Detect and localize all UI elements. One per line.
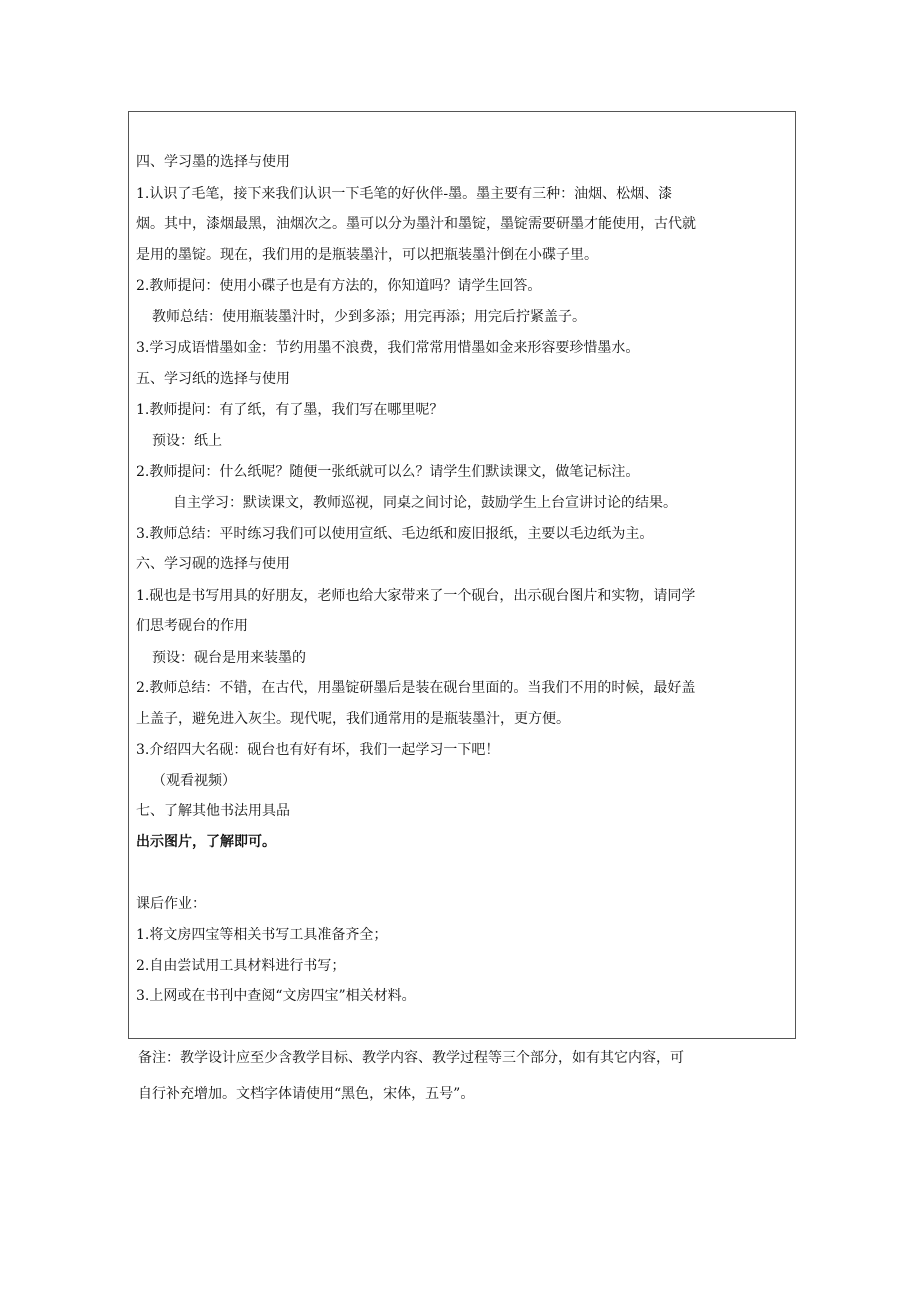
paragraph-line: 自主学习：默读课文，教师巡视，同桌之间讨论，鼓励学生上台宣讲讨论的结果。 [173,495,677,511]
paragraph-line: 2.教师提问：使用小碟子也是有方法的，你知道吗？请学生回答。 [136,278,542,294]
footnote-line: 自行补充增加。文档字体请使用“黑色，宋体，五号”。 [138,1086,475,1102]
paragraph-line: 3.介绍四大名砚：砚台也有好有坏，我们一起学习一下吧！ [136,742,500,758]
paragraph-line: 2.教师总结：不错，在古代，用墨锭研墨后是装在砚台里面的。当我们不用的时候，最好盖 [136,680,696,696]
paragraph-line: 2.教师提问：什么纸呢？随便一张纸就可以么？请学生们默读课文，做笔记标注。 [136,464,640,480]
paragraph-line: 1.认识了毛笔，接下来我们认识一下毛笔的好伙伴-墨。墨主要有三种：油烟、松烟、漆 [136,186,673,202]
homework-item: 1.将文房四宝等相关书写工具准备齐全； [136,927,388,943]
paragraph-line: 3.教师总结：平时练习我们可以使用宣纸、毛边纸和废旧报纸，主要以毛边纸为主。 [136,526,654,542]
footnote-line: 备注：教学设计应至少含教学目标、教学内容、教学过程等三个部分，如有其它内容，可 [138,1050,684,1066]
paragraph-line: 预设：纸上 [152,433,222,449]
paragraph-line: 们思考砚台的作用 [136,618,248,634]
paragraph-line: 烟。其中，漆烟最黑，油烟次之。墨可以分为墨汁和墨锭，墨锭需要研墨才能使用，古代就 [136,216,696,232]
paragraph-line: 是用的墨锭。现在，我们用的是瓶装墨汁，可以把瓶装墨汁倒在小碟子里。 [136,247,598,263]
homework-item: 2.自由尝试用工具材料进行书写； [136,958,346,974]
paragraph-line: 3.学习成语惜墨如金：节约用墨不浪费，我们常常用惜墨如金来形容要珍惜墨水。 [136,340,640,356]
paragraph-line: 上盖子，避免进入灰尘。现代呢，我们通常用的是瓶装墨汁，更方便。 [136,711,570,727]
section-heading-paper: 五、学习纸的选择与使用 [136,371,290,387]
paragraph-line: 教师总结：使用瓶装墨汁时，少到多添；用完再添；用完后拧紧盖子。 [152,309,586,325]
paragraph-line: 1.砚也是书写用具的好朋友，老师也给大家带来了一个砚台，出示砚台图片和实物，请同学 [136,588,696,604]
paragraph-line: 1.教师提问：有了纸，有了墨，我们写在哪里呢？ [136,402,444,418]
paragraph-line: （观看视频） [152,773,236,789]
section-heading-other-tools: 七、了解其他书法用具品 [136,803,290,819]
section-heading-inkstone: 六、学习砚的选择与使用 [136,556,290,572]
section-heading-ink: 四、学习墨的选择与使用 [136,154,290,170]
bold-instruction: 出示图片，了解即可。 [136,834,276,850]
paragraph-line: 预设：砚台是用来装墨的 [152,650,306,666]
homework-item: 3.上网或在书刊中查阅“文房四宝”相关材料。 [136,988,416,1004]
homework-title: 课后作业： [136,896,206,912]
